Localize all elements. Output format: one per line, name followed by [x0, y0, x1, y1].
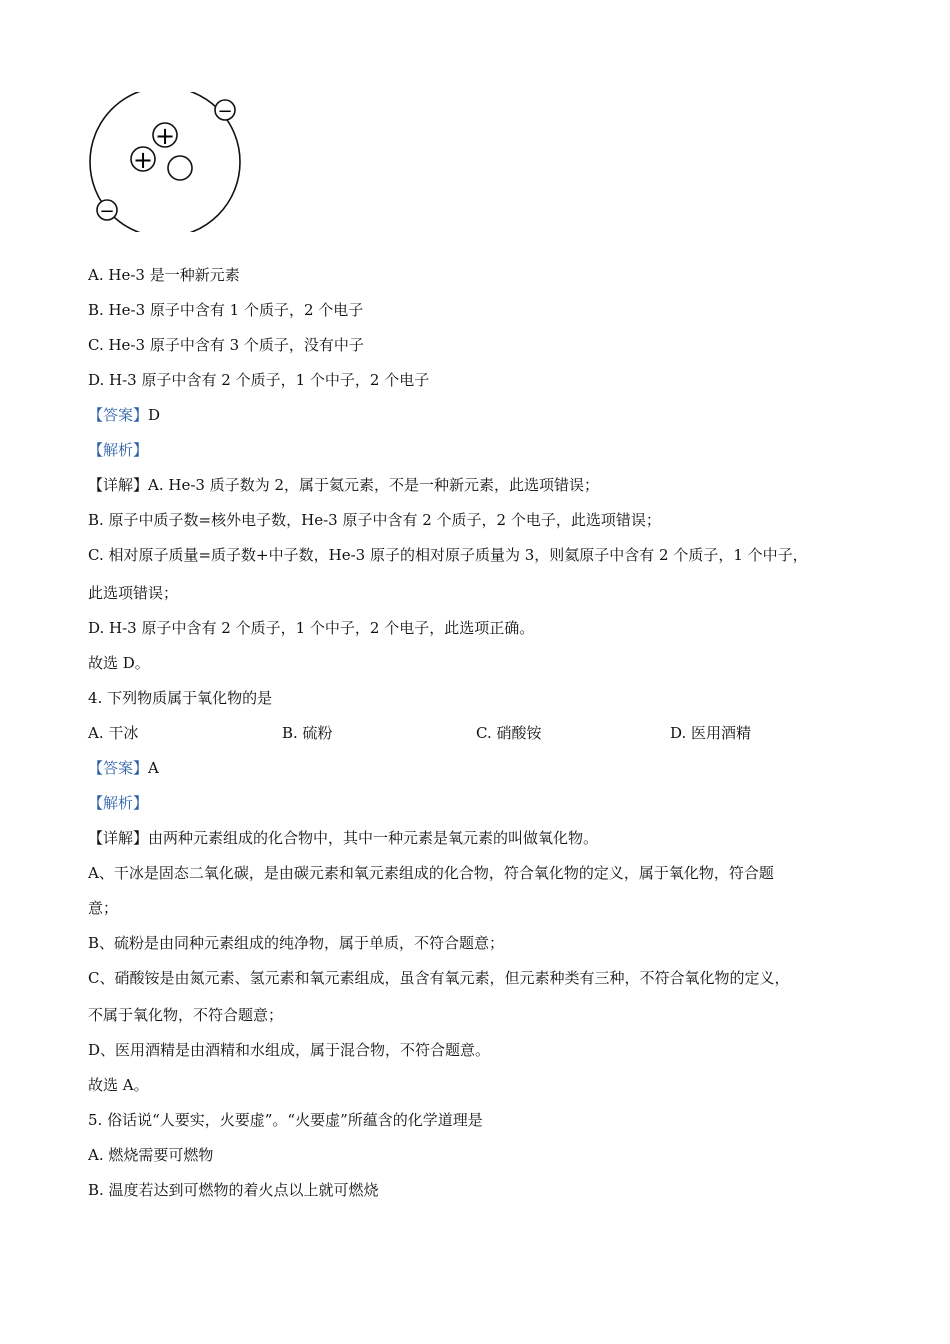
q3-option-a: A. He-3 是一种新元素 — [88, 266, 240, 284]
proton-1 — [153, 122, 177, 150]
q3-analysis-tag: 【解析】 — [88, 441, 149, 459]
q3-detail-line-5: D. H-3 原子中含有 2 个质子，1 个中子，2 个电子，此选项正确。 — [88, 619, 535, 637]
q3-option-b: B. He-3 原子中含有 1 个质子，2 个电子 — [88, 301, 364, 319]
electron-symbol-1: − — [217, 101, 233, 122]
detail-tag: 【详解】 — [88, 476, 149, 494]
q3-detail-line-2: B. 原子中质子数=核外电子数，He-3 原子中含有 2 个质子，2 个电子，此选项错误； — [88, 511, 661, 529]
electron-symbol-2: − — [99, 201, 115, 222]
q4-analysis-tag: 【解析】 — [88, 794, 149, 812]
q5-option-a: A. 燃烧需要可燃物 — [88, 1146, 214, 1164]
detail-tag: 【详解】 — [88, 829, 149, 847]
q3-option-d: D. H-3 原子中含有 2 个质子，1 个中子，2 个电子 — [88, 371, 430, 389]
q4-answer — [88, 758, 159, 778]
q3-answer — [88, 405, 160, 425]
answer-value: A — [148, 759, 159, 777]
q4-detail-line-2: A、干冰是固态二氧化碳，是由碳元素和氧元素组成的化合物，符合氧化物的定义，属于氧化物，符合题 — [88, 864, 774, 882]
q4-option-c: C. 硝酸铵 — [476, 724, 542, 742]
proton-symbol-1: + — [154, 122, 176, 150]
q4-detail-line-4: B、硫粉是由同种元素组成的纯净物，属于单质，不符合题意； — [88, 934, 505, 952]
q4-option-d: D. 医用酒精 — [670, 724, 752, 742]
q4-detail-line-1 — [88, 828, 598, 848]
answer-value: D — [148, 406, 161, 424]
electron-1 — [215, 100, 235, 122]
neutron — [168, 156, 192, 180]
q4-detail-line-8: 故选 A。 — [88, 1076, 149, 1094]
q5-option-b: B. 温度若达到可燃物的着火点以上就可燃烧 — [88, 1181, 379, 1199]
detail-text: 由两种元素组成的化合物中，其中一种元素是氧元素的叫做氧化物。 — [148, 829, 599, 847]
q4-detail-line-5: C、硝酸铵是由氮元素、氢元素和氧元素组成，虽含有氧元素，但元素种类有三种，不符合氧化物的定义， — [88, 969, 790, 987]
q3-option-c: C. He-3 原子中含有 3 个质子，没有中子 — [88, 336, 364, 354]
helium-3-atom-diagram — [80, 92, 250, 232]
electron-2 — [97, 200, 117, 222]
q4-detail-line-3: 意； — [88, 899, 119, 917]
answer-tag: 【答案】 — [88, 759, 149, 777]
q4-detail-line-7: D、医用酒精是由酒精和水组成，属于混合物，不符合题意。 — [88, 1041, 491, 1059]
q3-detail-line-1 — [88, 475, 599, 495]
q3-detail-line-4: 此选项错误； — [88, 584, 179, 602]
q3-detail-line-3: C. 相对原子质量=质子数+中子数，He-3 原子的相对原子质量为 3，则氦原子中含有 2 个质子，1 个中子， — [88, 546, 808, 564]
q4-detail-line-6: 不属于氧化物，不符合题意； — [88, 1006, 284, 1024]
proton-symbol-2: + — [132, 146, 154, 174]
answer-tag: 【答案】 — [88, 406, 149, 424]
q5-stem: 5. 俗话说“人要实，火要虚”。“火要虚”所蕴含的化学道理是 — [88, 1111, 483, 1129]
q4-option-b: B. 硫粉 — [282, 724, 333, 742]
q4-option-a: A. 干冰 — [88, 724, 139, 742]
q3-detail-line-6: 故选 D。 — [88, 654, 150, 672]
detail-text: A. He-3 质子数为 2，属于氦元素，不是一种新元素，此选项错误； — [148, 476, 600, 494]
q4-stem: 4. 下列物质属于氧化物的是 — [88, 689, 273, 707]
proton-2 — [131, 146, 155, 174]
